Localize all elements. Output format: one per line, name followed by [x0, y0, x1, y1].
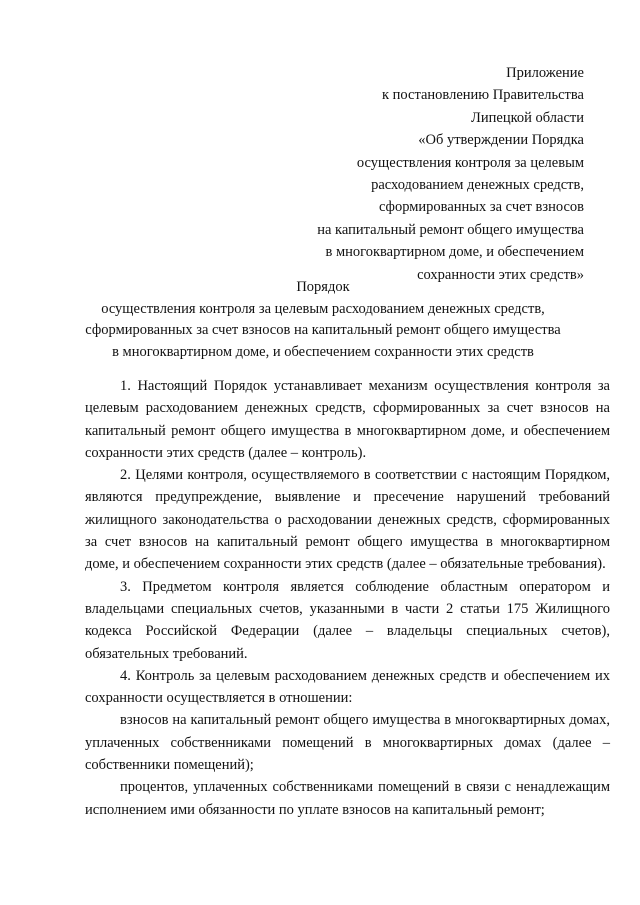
appendix-line: на капитальный ремонт общего имущества	[317, 221, 584, 238]
appendix-line: сохранности этих средств»	[417, 266, 584, 283]
appendix-block	[264, 62, 584, 286]
title-heading: Порядок	[296, 279, 350, 295]
appendix-line: «Об утверждении Порядка	[418, 132, 584, 149]
paragraph: процентов, уплаченных собственниками помещений в связи с ненадлежащим исполнением ими обязанности по уплате взносов на капитальный ремонт;	[85, 779, 610, 818]
paragraph: 4. Контроль за целевым расходованием денежных средств и обеспечением их сохранности осуществляется в отношении:	[85, 667, 610, 707]
title-line: в многоквартирном доме, и обеспечением сохранности этих средств	[112, 343, 534, 360]
appendix-line: Липецкой области	[471, 109, 584, 126]
paragraph: взносов на капитальный ремонт общего имущества в многоквартирных домах, уплаченных собственниками помещений в многоквартирных домах (далее – собственники помещений);	[85, 712, 610, 774]
title-line: осуществления контроля за целевым расходованием денежных средств,	[101, 300, 545, 317]
document-body	[85, 375, 610, 821]
appendix-line: Приложение	[506, 65, 584, 81]
document-title	[40, 277, 606, 363]
appendix-line: расходованием денежных средств,	[371, 177, 584, 194]
appendix-line: осуществления контроля за целевым	[356, 154, 584, 171]
appendix-line: в многоквартирном доме, и обеспечением	[325, 244, 584, 261]
paragraph: 1. Настоящий Порядок устанавливает механизм осуществления контроля за целевым расходованием денежных средств, сформированных за счет взносов на капитальный ремонт общего имущества в многоквартирном доме, и обеспечением сохранности этих средств (далее – контроль).	[85, 378, 610, 461]
paragraph: 2. Целями контроля, осуществляемого в соответствии с настоящим Порядком, являются предупреждение, выявление и пресечение нарушений требований жилищного законодательства о расходовании денежных средств, сформированных за счет взносов на капитальный ремонт общего имущества в многоквартирном доме, и обеспечением сохранности этих средств (далее – обязательные требования).	[85, 467, 610, 573]
appendix-line: к постановлению Правительства	[382, 87, 584, 104]
paragraph: 3. Предметом контроля является соблюдение областным оператором и владельцами специальных счетов, указанными в части 2 статьи 175 Жилищного кодекса Российской Федерации (далее – владельцы специальных счетов), обязательных требований.	[85, 578, 610, 662]
appendix-line: сформированных за счет взносов	[378, 199, 584, 216]
title-line: сформированных за счет взносов на капитальный ремонт общего имущества	[85, 322, 561, 338]
